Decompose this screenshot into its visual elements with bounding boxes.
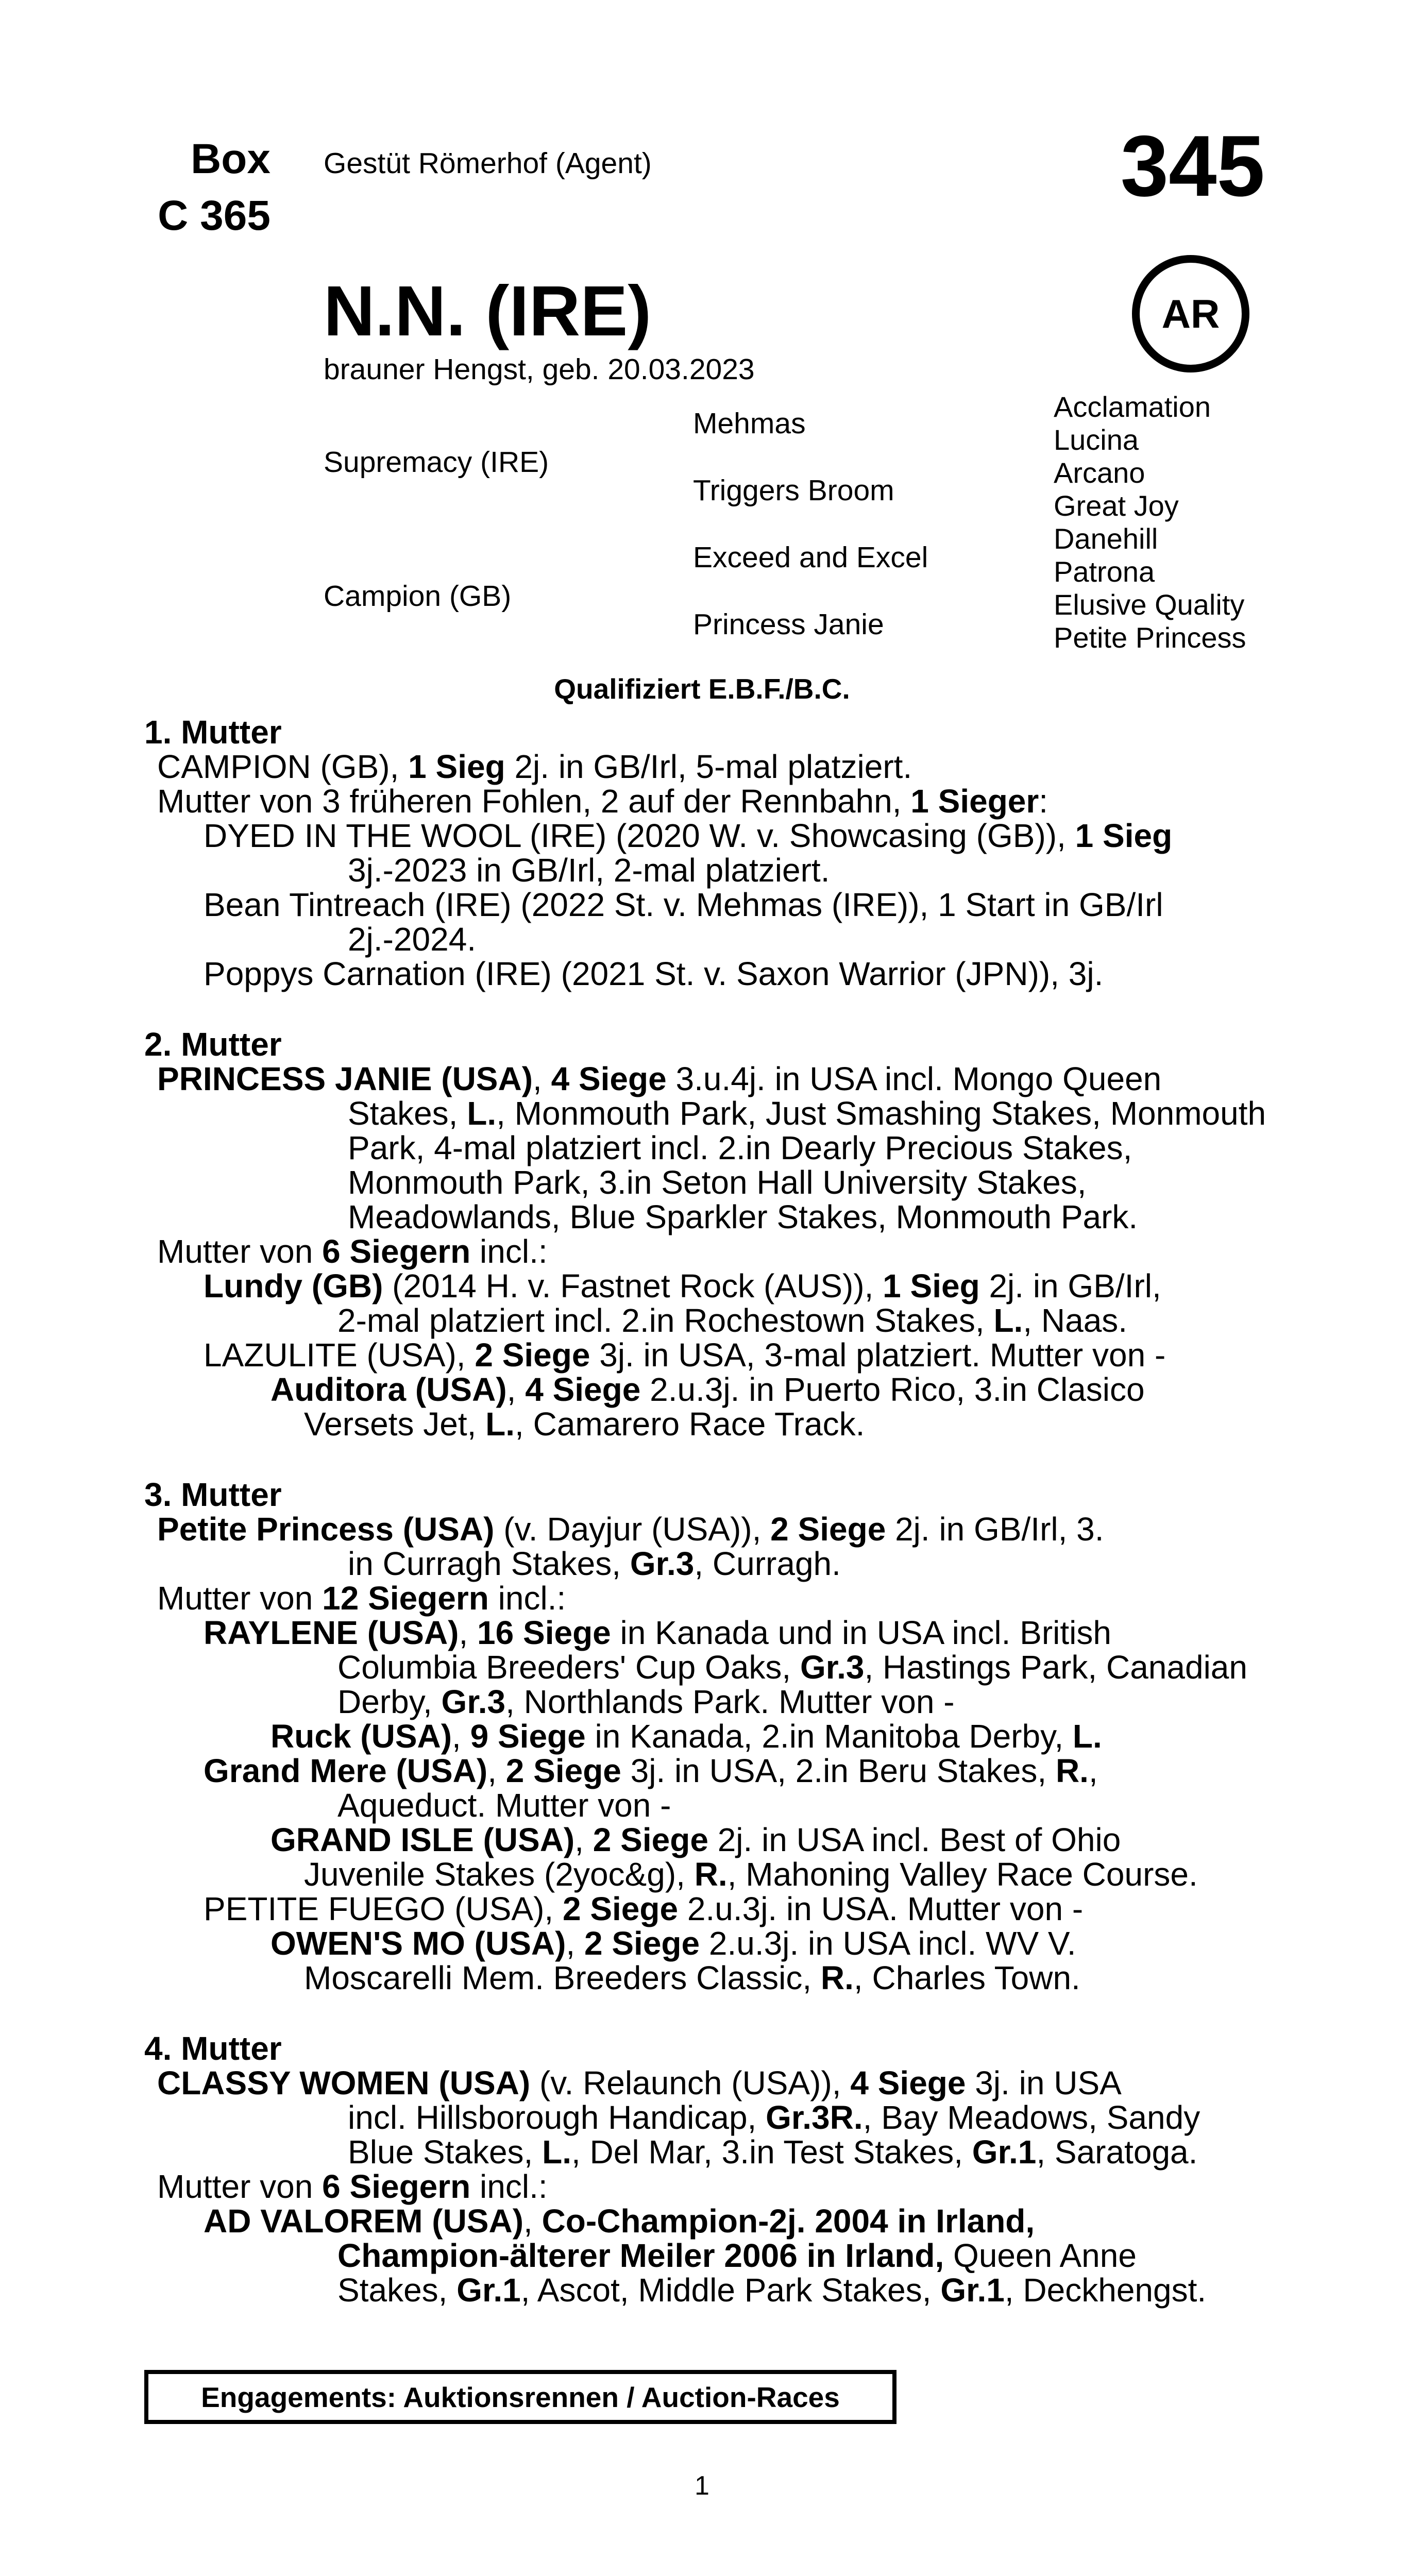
offspring-entry-cont: 2-mal platziert incl. 2.in Rochestown Stakes, L., Naas.	[337, 1302, 1128, 1339]
dam-line-cont: in Curragh Stakes, Gr.3, Curragh.	[348, 1545, 841, 1582]
offspring-entry: OWEN'S MO (USA), 2 Siege 2.u.3j. in USA incl. WV V.	[270, 1925, 1076, 1962]
ar-badge-icon	[1132, 255, 1249, 372]
horse-name: N.N. (IRE)	[324, 272, 652, 351]
pedigree-third-generation	[1054, 391, 1246, 654]
section-4-mutter	[144, 2031, 1266, 2308]
pedigree-sire: Supremacy (IRE)	[324, 446, 549, 479]
offspring-entry: Poppys Carnation (IRE) (2021 St. v. Saxon Warrior (JPN)), 3j.	[204, 955, 1104, 992]
ar-badge-label: AR	[1161, 291, 1220, 336]
pedigree-sire-sire: Mehmas	[693, 407, 806, 440]
offspring-entry: Lundy (GB) (2014 H. v. Fastnet Rock (AUS)), 1 Sieg 2j. in GB/Irl,	[204, 1267, 1161, 1304]
offspring-entry: LAZULITE (USA), 2 Siege 3j. in USA, 3-mal platziert. Mutter von -	[204, 1336, 1166, 1374]
section-title: 1. Mutter	[144, 714, 282, 751]
section-title: 3. Mutter	[144, 1476, 282, 1513]
dam-line-cont: Blue Stakes, L., Del Mar, 3.in Test Stakes, Gr.1, Saratoga.	[348, 2133, 1198, 2171]
dam-line-cont: Park, 4-mal platziert incl. 2.in Dearly Precious Stakes,	[348, 1129, 1132, 1166]
offspring-entry-cont: Columbia Breeders' Cup Oaks, Gr.3, Hastings Park, Canadian	[337, 1649, 1247, 1686]
dam-line-cont: Stakes, L., Monmouth Park, Just Smashing Stakes, Monmouth	[348, 1095, 1266, 1132]
section-3-mutter	[144, 1478, 1266, 1995]
offspring-entry: GRAND ISLE (USA), 2 Siege 2j. in USA incl. Best of Ohio	[270, 1821, 1121, 1858]
section-title: 4. Mutter	[144, 2030, 282, 2067]
consignor: Gestüt Römerhof (Agent)	[324, 147, 652, 180]
offspring-entry-cont: Stakes, Gr.1, Ascot, Middle Park Stakes, Gr.1, Deckhengst.	[337, 2272, 1207, 2309]
horse-description: brauner Hengst, geb. 20.03.2023	[324, 353, 755, 386]
page-number: 1	[695, 2471, 709, 2501]
offspring-entry: Auditora (USA), 4 Siege 2.u.3j. in Puerto Rico, 3.in Clasico	[270, 1371, 1145, 1408]
qualification: Qualifiziert E.B.F./B.C.	[554, 673, 850, 705]
offspring-entry-cont: Versets Jet, L., Camarero Race Track.	[304, 1405, 865, 1443]
dam-line-cont: Monmouth Park, 3.in Seton Hall University Stakes,	[348, 1164, 1087, 1201]
offspring-summary: Mutter von 6 Siegern incl.:	[157, 1233, 548, 1270]
pedigree-ancestor: Patrona	[1054, 555, 1155, 588]
box-number: C 365	[158, 192, 270, 239]
section-1-mutter	[144, 715, 1266, 991]
pedigree-ancestor: Petite Princess	[1054, 621, 1246, 654]
offspring-entry-cont: 2j.-2024.	[348, 921, 477, 958]
lot-number: 345	[1120, 117, 1265, 214]
pedigree-dam-dam: Princess Janie	[693, 608, 884, 641]
offspring-entry: DYED IN THE WOOL (IRE) (2020 W. v. Showcasing (GB)), 1 Sieg	[204, 817, 1173, 854]
dam-line: Petite Princess (USA) (v. Dayjur (USA)), 2 Siege 2j. in GB/Irl, 3.	[157, 1511, 1104, 1548]
pedigree-ancestor: Elusive Quality	[1054, 588, 1245, 621]
offspring-entry: Bean Tintreach (IRE) (2022 St. v. Mehmas (IRE)), 1 Start in GB/Irl	[204, 886, 1163, 923]
dam-line-cont: incl. Hillsborough Handicap, Gr.3R., Bay Meadows, Sandy	[348, 2099, 1200, 2136]
dam-line-cont: Meadowlands, Blue Sparkler Stakes, Monmouth Park.	[348, 1198, 1138, 1235]
offspring-entry-cont: 3j.-2023 in GB/Irl, 2-mal platziert.	[348, 852, 830, 889]
offspring-entry: AD VALOREM (USA), Co-Champion-2j. 2004 in Irland,	[204, 2202, 1035, 2240]
section-2-mutter	[144, 1027, 1266, 1442]
offspring-entry: Ruck (USA), 9 Siege in Kanada, 2.in Manitoba Derby, L.	[270, 1718, 1102, 1755]
pedigree-dam-sire: Exceed and Excel	[693, 541, 928, 574]
pedigree-ancestor: Danehill	[1054, 522, 1158, 555]
offspring-summary: Mutter von 6 Siegern incl.:	[157, 2168, 548, 2205]
offspring-summary: Mutter von 12 Siegern incl.:	[157, 1580, 566, 1617]
offspring-entry-cont: Derby, Gr.3, Northlands Park. Mutter von -	[337, 1683, 955, 1720]
engagements-box	[144, 2370, 896, 2424]
section-title: 2. Mutter	[144, 1026, 282, 1063]
dam-line: CLASSY WOMEN (USA) (v. Relaunch (USA)), 4 Siege 3j. in USA	[157, 2064, 1122, 2102]
pedigree-ancestor: Arcano	[1054, 456, 1145, 489]
engagements-label: Engagements: Auktionsrennen / Auction-Races	[201, 2381, 840, 2413]
offspring-summary: Mutter von 3 früheren Fohlen, 2 auf der Rennbahn, 1 Sieger:	[157, 783, 1048, 820]
pedigree-ancestor: Lucina	[1054, 423, 1139, 456]
pedigree-dam: Campion (GB)	[324, 580, 512, 613]
box-label: Box	[191, 135, 270, 182]
offspring-entry: PETITE FUEGO (USA), 2 Siege 2.u.3j. in USA. Mutter von -	[204, 1890, 1084, 1927]
offspring-entry: RAYLENE (USA), 16 Siege in Kanada und in USA incl. British	[204, 1614, 1111, 1651]
offspring-entry: Grand Mere (USA), 2 Siege 3j. in USA, 2.in Beru Stakes, R.,	[204, 1752, 1098, 1789]
pedigree-ancestor: Great Joy	[1054, 489, 1179, 522]
pedigree-ancestor: Acclamation	[1054, 391, 1211, 423]
offspring-entry-cont: Juvenile Stakes (2yoc&g), R., Mahoning Valley Race Course.	[304, 1856, 1198, 1893]
dam-line: PRINCESS JANIE (USA), 4 Siege 3.u.4j. in USA incl. Mongo Queen	[157, 1060, 1162, 1097]
dam-line: CAMPION (GB), 1 Sieg 2j. in GB/Irl, 5-mal platziert.	[157, 748, 912, 785]
offspring-entry-cont: Moscarelli Mem. Breeders Classic, R., Charles Town.	[304, 1959, 1080, 1996]
dam-sections	[144, 715, 1266, 2344]
offspring-entry-cont: Champion-älterer Meiler 2006 in Irland, Queen Anne	[337, 2237, 1137, 2274]
pedigree-sire-dam: Triggers Broom	[693, 474, 894, 507]
offspring-entry-cont: Aqueduct. Mutter von -	[337, 1787, 671, 1824]
